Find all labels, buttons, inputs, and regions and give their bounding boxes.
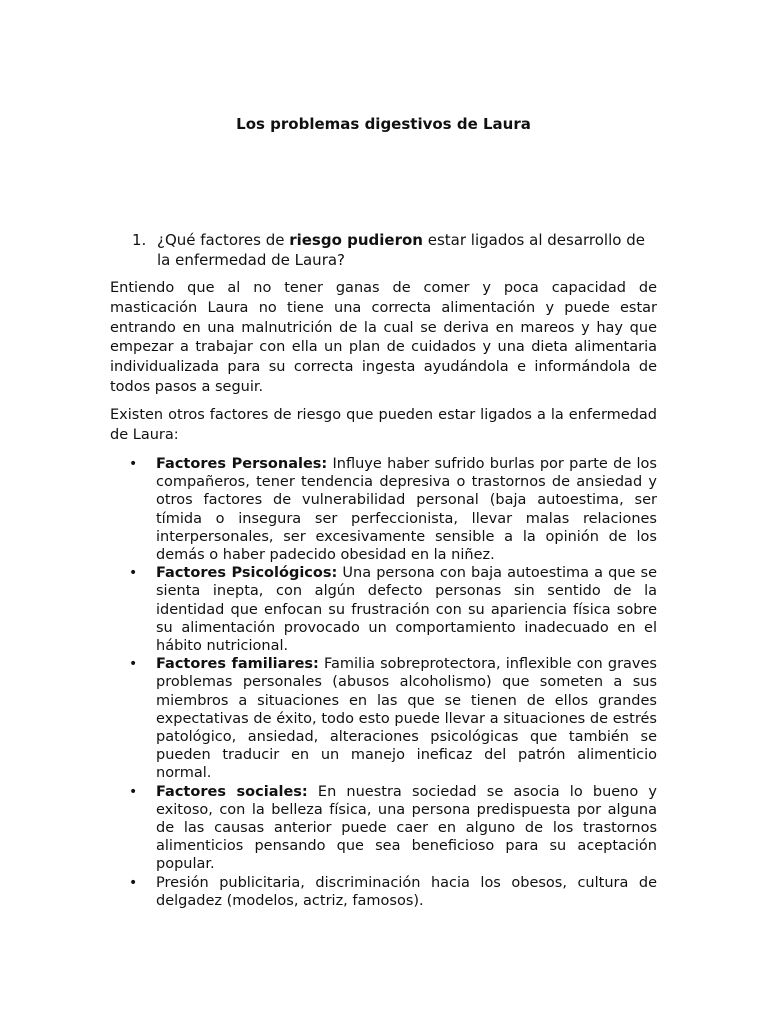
list-item-text: Influye haber sufrido burlas por parte de los compañeros, tener tendencia depresiva o trastornos de ansiedad y otros factores de vulnerabilidad personal (baja autoestima, ser tímida o insegura ser perfeccionista, llevar malas relaciones interpersonales, ser excesivamente sensible a la opinión de los demás o haber padecido obesidad en la niñez. (156, 456, 657, 564)
list-item-text: Una persona con baja autoestima a que se sienta inepta, con algún defecto personas sin sentido de la identidad que enfocan su frustración con su apariencia física sobre su alimentación provocado un comportamiento inadecuado en el hábito nutricional. (156, 565, 657, 655)
risk-factor-list (110, 455, 657, 910)
question-text-start: ¿Qué factores de (157, 231, 290, 249)
list-item-text: En nuestra sociedad se asocia lo bueno y exitoso, con la belleza física, una persona predispuesta por alguna de las causas anterior puede caer en alguno de los trastornos alimenticios pensando que sea beneficioso para su aceptación popular. (156, 783, 657, 873)
list-item (110, 655, 657, 782)
question-1 (132, 230, 657, 270)
question-text (157, 230, 657, 270)
list-item-text: Presión publicitaria, discriminación hacia los obesos, cultura de delgadez (modelos, actriz, famosos). (156, 874, 657, 909)
list-item-label: Factores familiares: (156, 656, 319, 673)
list-item (110, 783, 657, 874)
list-item-text: Familia sobreprotectora, inflexible con graves problemas personales (abusos alcoholismo) que someten a sus miembros a situaciones en las que se tienen de ellos grandes expectativas de éxito, todo esto puede llevar a situaciones de estrés patológico, ansiedad, alteraciones psicológicas que también se pueden traducir en un manejo ineficaz del patrón alimenticio normal. (156, 656, 657, 782)
bullet-icon: • (129, 656, 138, 673)
bullet-icon: • (129, 874, 138, 891)
question-text-end: estar ligados al desarrollo de la enfermedad de Laura? (157, 231, 645, 269)
question-number: 1. (132, 231, 147, 249)
question-text-bold: riesgo pudieron (289, 231, 423, 249)
list-item (110, 564, 657, 655)
bullet-icon: • (129, 456, 138, 472)
list-item-label: Factores sociales: (156, 783, 308, 800)
paragraph: Entiendo que al no tener ganas de comer y poca capacidad de masticación Laura no tiene una correcta alimentación y puede estar entrando en una malnutrición de la cual se deriva en mareos y hay que empezar a trabajar con ella un plan de cuidados y una dieta alimentaria individualizada para su correcta ingesta ayudándola e informándola de todos pasos a seguir. (110, 280, 657, 395)
list-item (110, 874, 657, 910)
list-item-label: Factores Personales: (156, 456, 328, 472)
list-item-label: Factores Psicológicos: (156, 565, 338, 582)
answer-paragraphs (110, 279, 657, 453)
bullet-icon: • (129, 565, 138, 582)
bullet-icon: • (129, 783, 138, 800)
document-title: Los problemas digestivos de Laura (236, 115, 531, 133)
list-item (110, 455, 657, 564)
paragraph: Existen otros factores de riesgo que pueden estar ligados a la enfermedad de Laura: (110, 406, 657, 443)
